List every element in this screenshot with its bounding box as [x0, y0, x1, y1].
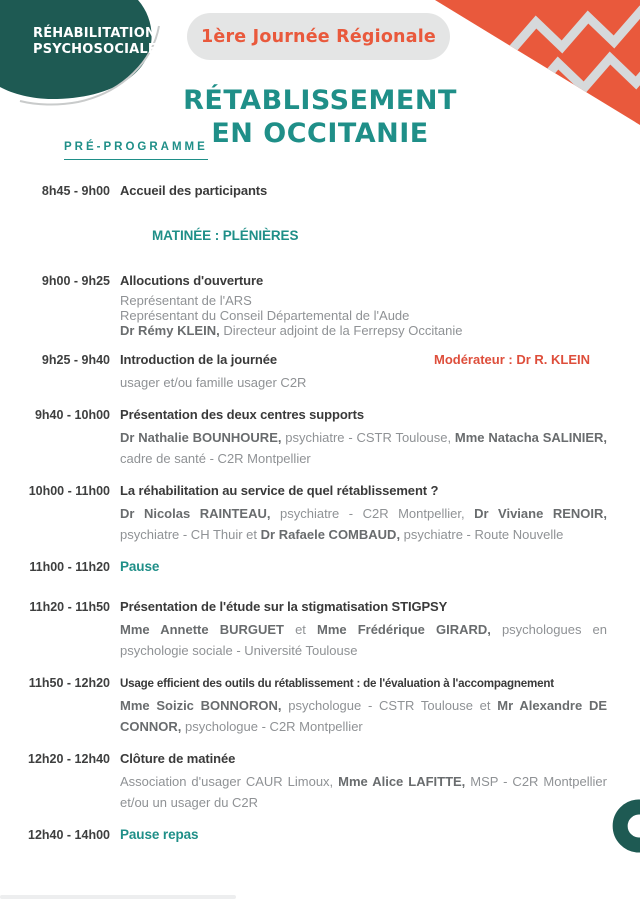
session-content — [120, 598, 607, 661]
time-slot: 11h20 - 11h50 — [29, 600, 110, 614]
schedule-row — [0, 272, 640, 338]
session-content — [120, 182, 607, 200]
speaker-list — [120, 503, 607, 545]
session-content — [120, 482, 607, 545]
speaker-list — [120, 771, 607, 813]
time-slot: 12h20 - 12h40 — [28, 752, 110, 766]
bottom-edge-decoration — [0, 895, 236, 899]
time-slot: 9h00 - 9h25 — [41, 274, 110, 288]
schedule-row — [0, 750, 640, 813]
session-content — [120, 272, 607, 338]
event-pill-label: 1ère Journée Régionale — [201, 26, 436, 47]
session-title: Allocutions d'ouverture — [120, 273, 264, 288]
schedule-row — [0, 558, 640, 576]
speaker-list — [120, 695, 607, 737]
session-title: Usage efficient des outils du rétablissement : de l'évaluation à l'accompagnement — [120, 677, 554, 690]
speaker-line: Représentant de l'ARS — [120, 293, 252, 308]
schedule-row — [0, 674, 640, 737]
corner-zigzag-decoration — [435, 0, 640, 130]
schedule-row — [0, 598, 640, 661]
speaker-line: Mme Soizic BONNORON, psychologue - CSTR Toulouse et Mr Alexandre DE CONNOR, psychologue - C2R Montpellier — [120, 698, 608, 734]
session-title: La réhabilitation au service de quel rétablissement ? — [120, 483, 439, 498]
speaker-list — [120, 427, 607, 469]
session-title: MATINÉE : PLÉNIÈRES — [152, 228, 299, 243]
schedule-row — [0, 406, 640, 469]
badge-title — [33, 26, 157, 58]
session-content — [120, 674, 607, 737]
time-slot: 12h40 - 14h00 — [28, 828, 110, 842]
speaker-list — [120, 293, 607, 338]
session-title: Pause — [120, 559, 160, 574]
session-content — [120, 227, 607, 245]
badge-line1: RÉHABILITATION — [33, 26, 157, 41]
time-slot: 8h45 - 9h00 — [41, 184, 110, 198]
session-title: Présentation des deux centres supports — [120, 407, 364, 422]
preprogramme-label: PRÉ-PROGRAMME — [64, 141, 208, 160]
event-pill — [187, 13, 450, 60]
schedule-row — [0, 182, 640, 200]
session-content — [120, 826, 607, 844]
speaker-line: Dr Nicolas RAINTEAU, psychiatre - C2R Montpellier, Dr Viviane RENOIR, psychiatre - CH Thuir et Dr Rafaele COMBAUD, psychiatre - Route Nouvelle — [120, 506, 607, 542]
session-title: Accueil des participants — [120, 183, 268, 198]
moderator-label: Modérateur : Dr R. KLEIN — [433, 352, 590, 367]
page-title-line1: RÉTABLISSEMENT — [183, 85, 457, 116]
page-title-line2: EN OCCITANIE — [211, 118, 429, 149]
session-title: Clôture de matinée — [120, 751, 236, 766]
speaker-line: Représentant du Conseil Départemental de l'Aude — [120, 308, 410, 323]
session-content — [120, 351, 607, 393]
session-content — [120, 406, 607, 469]
badge-line2: PSYCHOSOCIALE — [33, 42, 157, 57]
speaker-list — [120, 372, 607, 393]
speaker-line: Mme Annette BURGUET et Mme Frédérique GIRARD, psychologues en psychologie sociale - Université Toulouse — [120, 622, 607, 658]
schedule-row — [0, 482, 640, 545]
schedule — [0, 182, 640, 866]
schedule-row — [0, 826, 640, 844]
speaker-line: Dr Rémy KLEIN, Directeur adjoint de la Ferrepsy Occitanie — [120, 323, 463, 338]
session-title: Introduction de la journée — [120, 352, 278, 367]
session-content — [120, 750, 607, 813]
session-content — [120, 558, 607, 576]
time-slot: 10h00 - 11h00 — [28, 484, 110, 498]
session-title: Pause repas — [120, 827, 199, 842]
schedule-row — [0, 227, 640, 245]
time-slot: 11h50 - 12h20 — [28, 676, 110, 690]
time-slot — [0, 227, 110, 245]
speaker-line: usager et/ou famille usager C2R — [120, 375, 307, 390]
speaker-line: Association d'usager CAUR Limoux, Mme Alice LAFITTE, MSP - C2R Montpellier et/ou un usager du C2R — [120, 774, 607, 810]
schedule-row — [0, 351, 640, 393]
time-slot: 9h40 - 10h00 — [34, 408, 110, 422]
time-slot: 9h25 - 9h40 — [41, 353, 110, 367]
time-slot: 11h00 - 11h20 — [29, 560, 110, 574]
c-logo-shape — [606, 798, 640, 854]
session-title: Présentation de l'étude sur la stigmatisation STIGPSY — [120, 599, 448, 614]
speaker-line: Dr Nathalie BOUNHOURE, psychiatre - CSTR Toulouse, Mme Natacha SALINIER, cadre de santé - C2R Montpellier — [120, 430, 608, 466]
speaker-list — [120, 619, 607, 661]
